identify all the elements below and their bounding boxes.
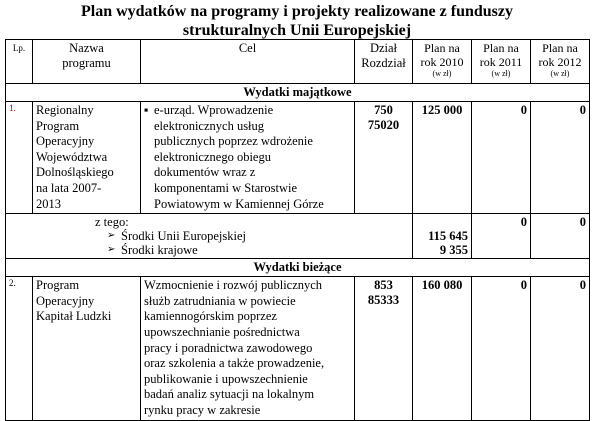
goal-line: elektronicznego obiegu <box>154 149 271 164</box>
row-goal <box>141 277 355 420</box>
goal-line: komponentami w Starostwie <box>154 180 298 195</box>
row-dzial-rozdzial <box>355 277 413 420</box>
header-plan-2011-line2: rok 2011 <box>479 55 523 69</box>
arrow-icon: ➢ <box>107 244 116 256</box>
header-plan-2012 <box>531 40 590 84</box>
row-plan-2010: 125 000 <box>413 102 472 214</box>
goal-line: oraz szkolenia a także prowadzenie, <box>144 356 325 371</box>
program-line: Dolnośląskiego <box>36 165 114 180</box>
section-title-biezace: Wydatki bieżące <box>6 259 590 277</box>
breakdown-plan-2012: 0 <box>531 214 590 259</box>
bullet-icon: ▪ <box>144 103 149 117</box>
breakdown-labels <box>6 214 413 259</box>
table-row <box>6 277 590 420</box>
breakdown-ue-label: Środki Unii Europejskiej <box>121 229 246 244</box>
goal-line: kamiennogórskim poprzez <box>144 309 277 324</box>
row-plan-2012: 0 <box>531 277 590 420</box>
goal-line: Wzmocnienie i rozwój publicznych <box>144 278 323 293</box>
breakdown-amounts <box>413 214 472 259</box>
row-plan-2011: 0 <box>472 102 531 214</box>
program-line: na lata 2007- <box>36 180 102 195</box>
goal-first-line <box>144 103 351 119</box>
row-dzial: 750 <box>374 103 393 117</box>
title-line-2: strukturalnych Unii Europejskiej <box>182 22 412 39</box>
program-line: Województwa <box>36 149 108 164</box>
breakdown-title: z tego: <box>95 215 129 230</box>
header-dzial-line2: Rozdział <box>361 56 406 70</box>
expenditure-plan-table <box>5 39 590 421</box>
program-line: 2013 <box>36 196 61 211</box>
program-line: Regionalny <box>36 103 94 117</box>
header-nazwa <box>33 40 141 84</box>
section-row-biezace <box>6 259 590 277</box>
header-plan-2010 <box>413 40 472 84</box>
goal-line: rynku pracy w zakresie <box>144 402 261 417</box>
header-plan-2012-line2: rok 2012 <box>538 55 582 69</box>
breakdown-ue-value: 115 645 <box>428 229 468 244</box>
header-dzial <box>355 40 413 84</box>
table-row <box>6 102 590 214</box>
header-plan-2010-unit: (w zł) <box>432 69 452 78</box>
header-plan-2010-line2: rok 2010 <box>420 55 464 69</box>
goal-line: publicznych poprzez wdrożenie <box>154 134 313 149</box>
header-plan-2011-unit: (w zł) <box>491 69 511 78</box>
breakdown-row <box>6 214 590 259</box>
row-rozdzial: 85333 <box>367 293 400 308</box>
row-goal <box>141 102 355 214</box>
row-lp: 2. <box>6 277 33 420</box>
breakdown-krajowe-label: Środki krajowe <box>121 243 198 258</box>
program-line: Operacyjny <box>36 293 95 308</box>
program-line: Kapitał Ludzki <box>36 309 112 324</box>
breakdown-plan-2011: 0 <box>472 214 531 259</box>
row-rozdzial: 75020 <box>367 118 400 132</box>
document-title <box>0 2 594 40</box>
row-plan-2010: 160 080 <box>413 277 472 420</box>
goal-line: służb zatrudniania w powiecie <box>144 293 296 308</box>
goal-line: publikowanie i upowszechnienie <box>144 371 308 386</box>
header-nazwa-line1: Nazwa <box>69 41 104 55</box>
section-row-majatkowe <box>6 84 590 102</box>
header-plan-2012-line1: Plan na <box>542 41 578 55</box>
header-nazwa-line2: programu <box>62 56 111 70</box>
header-dzial-line1: Dział <box>369 41 398 55</box>
goal-line: e-urząd. Wprowadzenie <box>154 103 274 117</box>
header-lp: Lp. <box>6 40 33 84</box>
goal-line: upowszechnianie pośrednictwa <box>144 324 300 339</box>
header-plan-2011 <box>472 40 531 84</box>
header-row <box>6 40 590 84</box>
program-line: Program <box>36 118 80 133</box>
row-dzial-rozdzial <box>355 102 413 214</box>
goal-line: Powiatowym w Kamiennej Górze <box>154 196 324 211</box>
row-dzial: 853 <box>374 278 393 293</box>
header-cel: Cel <box>141 40 355 84</box>
goal-line: pracy i poradnictwa zawodowego <box>144 340 313 355</box>
row-plan-2011: 0 <box>472 277 531 420</box>
row-program-name <box>33 102 141 214</box>
header-plan-2012-unit: (w zł) <box>550 69 570 78</box>
goal-line: elektronicznych usług <box>154 118 265 133</box>
row-plan-2012: 0 <box>531 102 590 214</box>
row-program-name <box>33 277 141 420</box>
breakdown-krajowe-value: 9 355 <box>439 243 468 258</box>
program-line: Operacyjny <box>36 134 95 149</box>
breakdown-item-krajowe <box>9 243 409 257</box>
section-title-majatkowe: Wydatki majątkowe <box>6 84 590 102</box>
title-line-1: Plan wydatków na programy i projekty realizowane z funduszy <box>80 3 513 20</box>
breakdown-item-ue <box>9 229 409 243</box>
row-lp: 1. <box>6 102 33 214</box>
header-plan-2010-line1: Plan na <box>424 41 460 55</box>
program-line: Program <box>36 278 80 293</box>
goal-line: badań analiz sytuacji na lokalnym <box>144 387 315 402</box>
goal-line: dokumentów wraz z <box>154 165 256 180</box>
arrow-icon: ➢ <box>107 230 116 242</box>
header-plan-2011-line1: Plan na <box>483 41 519 55</box>
